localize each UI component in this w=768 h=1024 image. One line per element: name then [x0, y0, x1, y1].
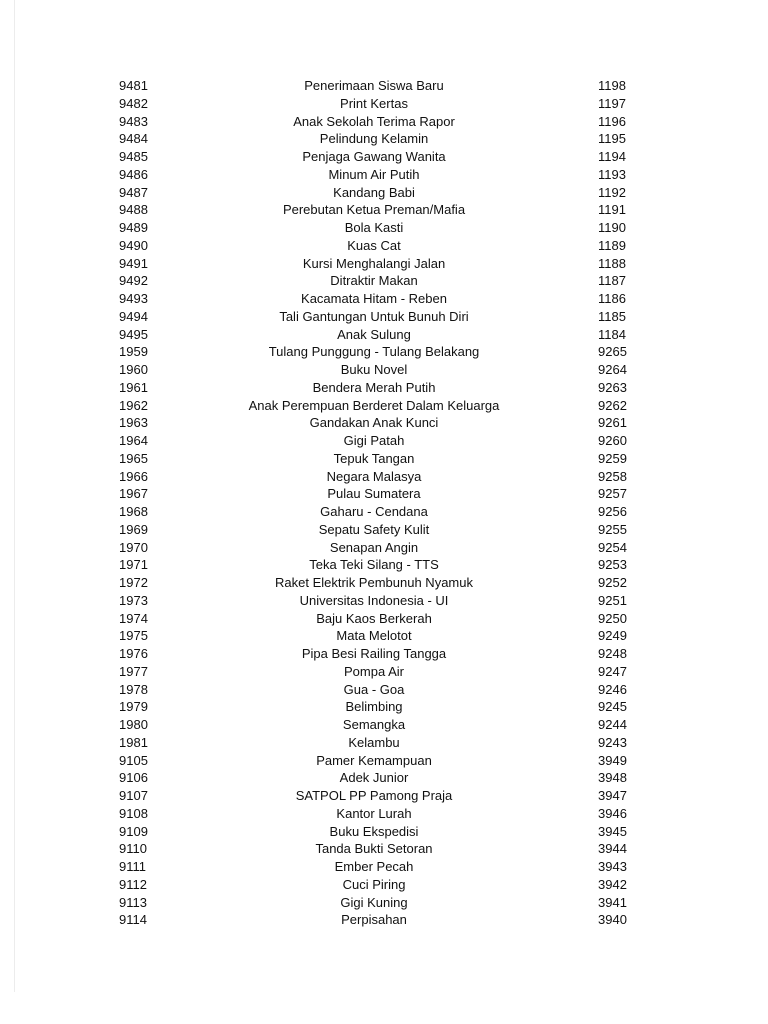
- row-label: Tulang Punggung - Tulang Belakang: [268, 344, 480, 360]
- right-number: 9253: [598, 557, 627, 573]
- left-number: 9495: [119, 326, 148, 342]
- right-number: 9265: [598, 344, 627, 360]
- left-number: 1968: [119, 504, 148, 519]
- right-number: 9260: [598, 433, 627, 448]
- right-number: 3947: [598, 788, 627, 803]
- table-row: [0, 219, 768, 237]
- row-label: SATPOL PP Pamong Praja: [295, 788, 453, 803]
- row-label: Gigi Kuning: [340, 894, 408, 910]
- table-row: [0, 468, 768, 486]
- left-number: 1964: [119, 433, 148, 448]
- row-label: Anak Sulung: [337, 326, 411, 342]
- left-number: 1980: [119, 717, 148, 732]
- right-number: 9259: [598, 450, 627, 466]
- right-number: 1187: [598, 273, 626, 289]
- table-row: [0, 397, 768, 415]
- right-number: 1189: [598, 237, 626, 253]
- table-row: [0, 592, 768, 610]
- row-label: Teka Teki Silang - TTS: [309, 557, 439, 573]
- right-number: 3949: [598, 752, 627, 768]
- row-label: Ditraktir Makan: [330, 273, 418, 289]
- right-number: 3945: [598, 823, 627, 839]
- table-row: [0, 272, 768, 290]
- row-label: Gua - Goa: [343, 681, 405, 697]
- table-row: [0, 414, 768, 432]
- left-number: 9110: [119, 841, 147, 857]
- right-number: 9244: [598, 717, 627, 732]
- left-number: 1959: [119, 344, 148, 360]
- row-label: Tali Gantungan Untuk Bunuh Diri: [279, 308, 469, 324]
- right-number: 1188: [598, 255, 626, 271]
- left-number: 9114: [119, 912, 147, 928]
- row-label: Semangka: [342, 717, 406, 732]
- row-label: Minum Air Putih: [328, 166, 420, 182]
- left-number: 1962: [119, 397, 148, 413]
- table-row: [0, 326, 768, 344]
- row-label: Kuas Cat: [347, 237, 401, 253]
- table-row: [0, 858, 768, 876]
- table-row: [0, 450, 768, 468]
- row-label: Baju Kaos Berkerah: [316, 610, 432, 626]
- row-label: Pelindung Kelamin: [319, 131, 429, 147]
- left-number: 1977: [119, 663, 148, 679]
- right-number: 1194: [598, 149, 626, 164]
- right-number: 1190: [598, 220, 626, 235]
- right-number: 3943: [598, 859, 627, 874]
- row-label: Tepuk Tangan: [333, 450, 415, 466]
- right-number: 1196: [598, 113, 626, 129]
- table-row: [0, 805, 768, 823]
- left-number: 1975: [119, 628, 148, 644]
- right-number: 9261: [598, 415, 627, 431]
- table-row: [0, 698, 768, 716]
- right-number: 9255: [598, 521, 627, 537]
- left-number: 1976: [119, 646, 148, 661]
- table-row: [0, 503, 768, 521]
- left-number: 9109: [119, 823, 148, 839]
- row-label: Kacamata Hitam - Reben: [301, 291, 447, 306]
- left-number: 9482: [119, 95, 148, 111]
- row-label: Pulau Sumatera: [327, 486, 421, 502]
- table-row: [0, 432, 768, 450]
- right-number: 3941: [598, 894, 627, 910]
- left-number: 9489: [119, 220, 148, 235]
- right-number: 9247: [598, 663, 627, 679]
- right-number: 9243: [598, 734, 627, 750]
- left-number: 1963: [119, 415, 148, 431]
- right-number: 3946: [598, 805, 627, 821]
- right-number: 1192: [598, 184, 626, 200]
- left-number: 1961: [119, 379, 148, 395]
- table-row: [0, 201, 768, 219]
- left-number: 9491: [119, 255, 148, 271]
- row-label: Universitas Indonesia - UI: [299, 592, 449, 608]
- right-number: 9249: [598, 628, 627, 644]
- row-label: Buku Ekspedisi: [329, 823, 419, 839]
- left-number: 1978: [119, 681, 148, 697]
- table-row: [0, 237, 768, 255]
- row-label: Kantor Lurah: [336, 805, 412, 821]
- right-number: 9263: [598, 379, 627, 395]
- table-row: [0, 361, 768, 379]
- right-number: 1191: [598, 202, 626, 218]
- left-number: 9105: [119, 752, 148, 768]
- table-row: [0, 343, 768, 361]
- row-label: Pompa Air: [344, 663, 404, 679]
- row-label: Pipa Besi Railing Tangga: [301, 646, 447, 661]
- right-number: 3942: [598, 876, 627, 892]
- right-number: 9257: [598, 486, 627, 502]
- table-row: [0, 290, 768, 308]
- row-label: Gandakan Anak Kunci: [309, 415, 439, 431]
- number-list-table: [0, 77, 768, 929]
- left-number: 9493: [119, 291, 148, 306]
- row-label: Kelambu: [348, 734, 400, 750]
- table-row: [0, 255, 768, 273]
- right-number: 1193: [598, 166, 626, 182]
- left-number: 9107: [119, 788, 148, 803]
- row-label: Perpisahan: [341, 912, 407, 928]
- row-label: Pamer Kemampuan: [316, 752, 432, 768]
- left-number: 1972: [119, 575, 148, 590]
- row-label: Sepatu Safety Kulit: [318, 521, 430, 537]
- row-label: Print Kertas: [340, 95, 408, 111]
- right-number: 9250: [598, 610, 627, 626]
- left-number: 1965: [119, 450, 148, 466]
- left-number: 1979: [119, 699, 148, 715]
- row-label: Kursi Menghalangi Jalan: [302, 255, 446, 271]
- left-number: 9113: [119, 894, 147, 910]
- table-row: [0, 787, 768, 805]
- left-number: 1969: [119, 521, 148, 537]
- left-number: 9494: [119, 308, 148, 324]
- table-row: [0, 148, 768, 166]
- table-row: [0, 308, 768, 326]
- table-row: [0, 627, 768, 645]
- row-label: Perebutan Ketua Preman/Mafia: [282, 202, 466, 218]
- table-row: [0, 752, 768, 770]
- row-label: Gaharu - Cendana: [320, 504, 428, 519]
- table-row: [0, 539, 768, 557]
- left-number: 9488: [119, 202, 148, 218]
- left-number: 1970: [119, 539, 148, 555]
- row-label: Buku Novel: [340, 362, 408, 377]
- right-number: 3948: [598, 770, 627, 786]
- table-row: [0, 876, 768, 894]
- right-number: 9251: [598, 592, 627, 608]
- left-number: 9487: [119, 184, 148, 200]
- left-number: 9492: [119, 273, 148, 289]
- table-row: [0, 840, 768, 858]
- left-number: 9108: [119, 805, 148, 821]
- left-number: 9485: [119, 149, 148, 164]
- row-label: Senapan Angin: [329, 539, 419, 555]
- row-label: Mata Melotot: [336, 628, 412, 644]
- row-label: Ember Pecah: [334, 859, 414, 874]
- table-row: [0, 113, 768, 131]
- table-row: [0, 681, 768, 699]
- row-label: Gigi Patah: [343, 433, 405, 448]
- right-number: 3944: [598, 841, 627, 857]
- row-label: Adek Junior: [339, 770, 409, 786]
- row-label: Negara Malasya: [326, 468, 422, 484]
- row-label: Kandang Babi: [333, 184, 415, 200]
- table-row: [0, 894, 768, 912]
- table-row: [0, 574, 768, 592]
- row-label: Penerimaan Siswa Baru: [304, 78, 444, 93]
- right-number: 9245: [598, 699, 627, 715]
- right-number: 9264: [598, 362, 627, 377]
- row-label: Penjaga Gawang Wanita: [302, 149, 446, 164]
- left-number: 1973: [119, 592, 148, 608]
- table-row: [0, 823, 768, 841]
- table-row: [0, 184, 768, 202]
- table-row: [0, 130, 768, 148]
- table-row: [0, 769, 768, 787]
- left-number: 1967: [119, 486, 148, 502]
- right-number: 1195: [598, 131, 626, 147]
- right-number: 9248: [598, 646, 627, 661]
- table-row: [0, 734, 768, 752]
- table-row: [0, 521, 768, 539]
- table-row: [0, 556, 768, 574]
- table-row: [0, 610, 768, 628]
- right-number: 1184: [598, 326, 626, 342]
- table-row: [0, 645, 768, 663]
- row-label: Anak Perempuan Berderet Dalam Keluarga: [248, 397, 500, 413]
- left-number: 9111: [119, 859, 146, 874]
- row-label: Bendera Merah Putih: [312, 379, 436, 395]
- table-row: [0, 95, 768, 113]
- table-row: [0, 485, 768, 503]
- left-number: 9490: [119, 237, 148, 253]
- right-number: 1185: [598, 308, 626, 324]
- row-label: Cuci Piring: [342, 876, 406, 892]
- right-number: 9262: [598, 397, 627, 413]
- right-number: 3940: [598, 912, 627, 928]
- right-number: 1197: [598, 95, 626, 111]
- left-number: 9484: [119, 131, 148, 147]
- table-row: [0, 911, 768, 929]
- table-row: [0, 379, 768, 397]
- table-row: [0, 77, 768, 95]
- table-row: [0, 166, 768, 184]
- left-number: 9483: [119, 113, 148, 129]
- right-number: 9252: [598, 575, 627, 590]
- row-label: Belimbing: [345, 699, 403, 715]
- left-number: 1981: [119, 734, 148, 750]
- right-number: 9258: [598, 468, 627, 484]
- left-number: 9481: [119, 78, 148, 93]
- left-number: 1966: [119, 468, 148, 484]
- left-number: 1960: [119, 362, 148, 377]
- row-label: Tanda Bukti Setoran: [315, 841, 433, 857]
- right-number: 1186: [598, 291, 626, 306]
- row-label: Anak Sekolah Terima Rapor: [293, 113, 455, 129]
- row-label: Bola Kasti: [344, 220, 404, 235]
- left-number: 9486: [119, 166, 148, 182]
- left-number: 1971: [119, 557, 148, 573]
- right-number: 1198: [598, 78, 626, 93]
- right-number: 9246: [598, 681, 627, 697]
- left-number: 9112: [119, 876, 147, 892]
- table-row: [0, 716, 768, 734]
- row-label: Raket Elektrik Pembunuh Nyamuk: [275, 575, 473, 590]
- right-number: 9254: [598, 539, 627, 555]
- left-number: 9106: [119, 770, 148, 786]
- right-number: 9256: [598, 504, 627, 519]
- table-row: [0, 663, 768, 681]
- left-number: 1974: [119, 610, 148, 626]
